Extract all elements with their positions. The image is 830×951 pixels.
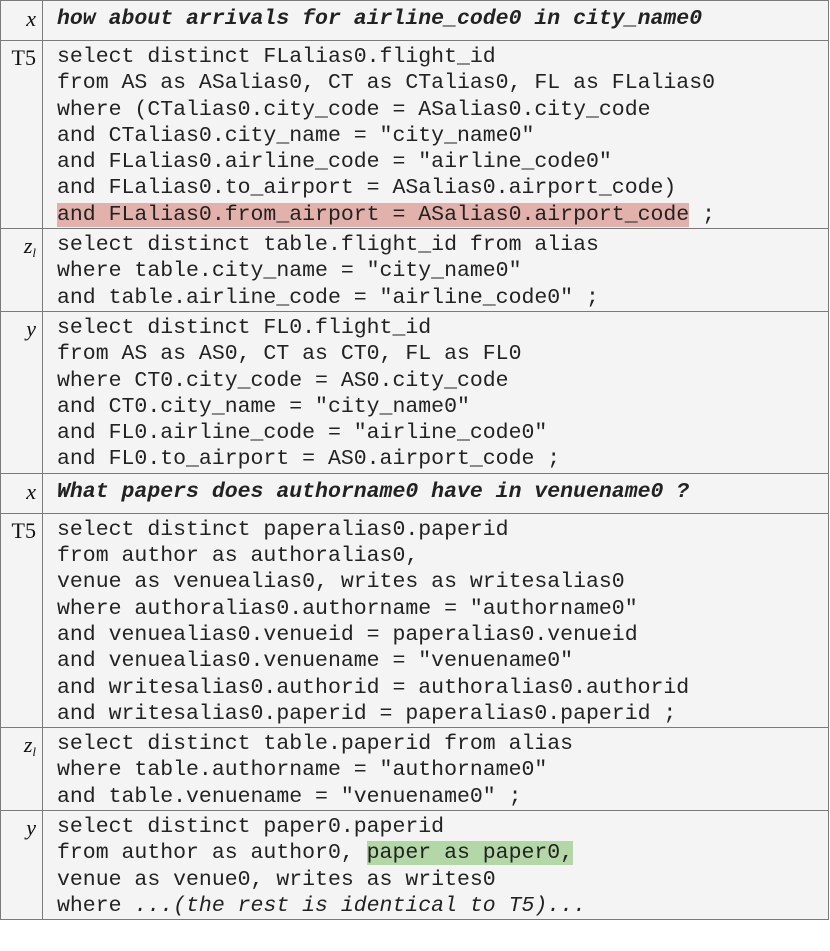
code-line: venue as venue0, writes as writes0 (57, 867, 496, 892)
code-line: and CT0.city_name = "city_name0" (57, 394, 470, 419)
elided-note: ...(the rest is identical to T5)... (134, 893, 586, 918)
example2-question-row (1, 473, 829, 513)
example2-y-row (1, 811, 829, 920)
code-line: and FLalias0.airline_code = "airline_code0" (57, 150, 612, 175)
code-line: select distinct table.flight_id from alias (57, 233, 599, 258)
y-sql (43, 811, 829, 920)
y-sql (43, 311, 829, 473)
code-line: and FLalias0.to_airport = ASalias0.airport_code) (57, 176, 677, 201)
code-line: and table.venuename = "venuename0" ; (57, 784, 522, 809)
code-line: where CT0.city_code = AS0.city_code (57, 368, 509, 393)
example1-t5-row (1, 41, 829, 229)
question-text: What papers does authorname0 have in venuename0 ? (43, 473, 829, 513)
row-label: x (1, 1, 43, 41)
code-line: where ...(the rest is identical to T5)... (57, 893, 586, 918)
code-line (57, 202, 828, 228)
row-label: x (1, 473, 43, 513)
code-line: from AS as ASalias0, CT as CTalias0, FL as FLalias0 (57, 71, 716, 96)
label-subscript: l (32, 245, 36, 261)
code-line: and venuealias0.venueid = paperalias0.venueid (57, 622, 638, 647)
example1-question-row (1, 1, 829, 41)
code-line: select distinct FLalias0.flight_id (57, 45, 496, 69)
error-highlight: and FLalias0.from_airport = ASalias0.airport_code (57, 202, 690, 227)
code-line: where table.city_name = "city_name0" (57, 259, 522, 284)
example1-z-row (1, 229, 829, 312)
code-line: and writesalias0.paperid = paperalias0.paperid ; (57, 701, 677, 726)
row-label: T5 (1, 41, 43, 229)
example2-t5-row (1, 513, 829, 727)
row-label: y (1, 811, 43, 920)
row-label: $z_l$ (1, 229, 43, 312)
label-subscript: l (32, 744, 36, 760)
example2-z-row (1, 728, 829, 811)
code-line: where authoralias0.authorname = "authorname0" (57, 596, 638, 621)
code-line: and CTalias0.city_name = "city_name0" (57, 123, 535, 148)
code-line: from author as author0, paper as paper0, (57, 841, 574, 866)
code-line: and venuealias0.venuename = "venuename0" (57, 649, 574, 674)
code-line: from AS as AS0, CT as CT0, FL as FL0 (57, 342, 522, 367)
code-line: and table.airline_code = "airline_code0" ; (57, 285, 599, 310)
question-text: how about arrivals for airline_code0 in city_name0 (43, 1, 829, 41)
code-line: from author as authoralias0, (57, 544, 419, 569)
code-line: where table.authorname = "authorname0" (57, 758, 548, 783)
statement-terminator: ; (689, 202, 716, 227)
example1-y-row (1, 311, 829, 473)
row-label: $z_l$ (1, 728, 43, 811)
code-line: where (CTalias0.city_code = ASalias0.city_code (57, 97, 651, 122)
code-line: select distinct paper0.paperid (57, 815, 445, 840)
row-label: y (1, 311, 43, 473)
z-sql (43, 728, 829, 811)
code-line: select distinct table.paperid from alias (57, 732, 574, 757)
code-line: and writesalias0.authorid = authoralias0.authorid (57, 675, 690, 700)
added-highlight: paper as paper0, (366, 841, 574, 866)
code-line: and FL0.airline_code = "airline_code0" (57, 421, 548, 446)
code-line: select distinct FL0.flight_id (57, 315, 432, 340)
code-line: and FL0.to_airport = AS0.airport_code ; (57, 447, 561, 472)
z-sql (43, 229, 829, 312)
t5-sql (43, 41, 829, 229)
code-line: venue as venuealias0, writes as writesalias0 (57, 570, 625, 595)
t5-sql (43, 513, 829, 727)
code-line: select distinct paperalias0.paperid (57, 517, 509, 542)
row-label: T5 (1, 513, 43, 727)
